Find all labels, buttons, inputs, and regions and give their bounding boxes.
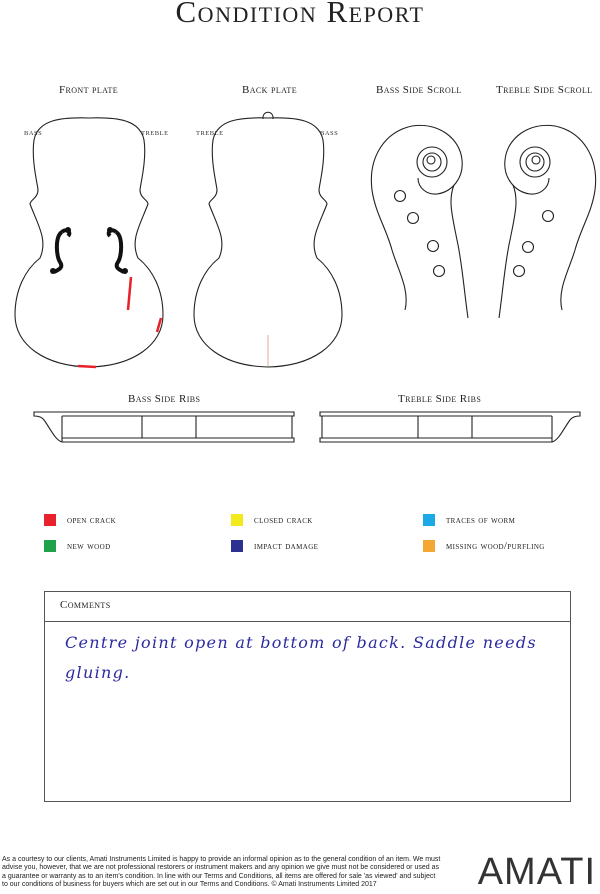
legend-new-wood: new wood <box>44 539 111 553</box>
legend-impact-damage: impact damage <box>231 539 318 553</box>
legend-swatch <box>44 514 56 526</box>
legend-swatch <box>44 540 56 552</box>
page-title: Condition Report <box>175 0 425 29</box>
label-bass-side-scroll: Bass Side Scroll <box>376 84 462 96</box>
legend-swatch <box>423 514 435 526</box>
legend-open-crack: open crack <box>44 513 116 527</box>
comments-box[interactable] <box>44 591 571 802</box>
legend-swatch <box>423 540 435 552</box>
comments-label: Comments <box>60 599 111 611</box>
brand-logo: AMATI <box>477 851 596 893</box>
label-front-plate: Front plate <box>59 84 119 96</box>
comments-text: Centre joint open at bottom of back. Saddle needs gluing. <box>65 633 537 682</box>
front-bass-label: BASS <box>24 130 43 137</box>
back-treble-label: TREBLE <box>196 130 224 137</box>
legend-swatch <box>231 540 243 552</box>
legend-closed-crack: closed crack <box>231 513 313 527</box>
label-back-plate: Back plate <box>242 84 297 96</box>
label-treble-side-scroll: Treble Side Scroll <box>496 84 593 96</box>
legend-traces-of-worm: traces of worm <box>423 513 515 527</box>
disclaimer-text: As a courtesy to our clients, Amati Instruments Limited is happy to provide an informal opinion as to the general condition of an item. We must advise you, however, that we are not professional restorers or instrument makers and any opinion we give must not be considered or used as a guarantee or warranty as to an item's condition. In line with our Terms and Conditions, all items are offered for sale 'as viewed' and subject to our conditions of business for buyers which are set out in our Terms and Conditions. © Amati Instruments Limited 2017 <box>2 856 441 888</box>
comments-header <box>45 592 570 622</box>
back-bass-label: BASS <box>320 130 339 137</box>
legend-swatch <box>231 514 243 526</box>
front-treble-label: TREBLE <box>141 130 169 137</box>
label-treble-side-ribs: Treble Side Ribs <box>398 393 482 405</box>
label-bass-side-ribs: Bass Side Ribs <box>128 393 201 405</box>
legend-missing-wood: missing wood/purfling <box>423 539 545 553</box>
